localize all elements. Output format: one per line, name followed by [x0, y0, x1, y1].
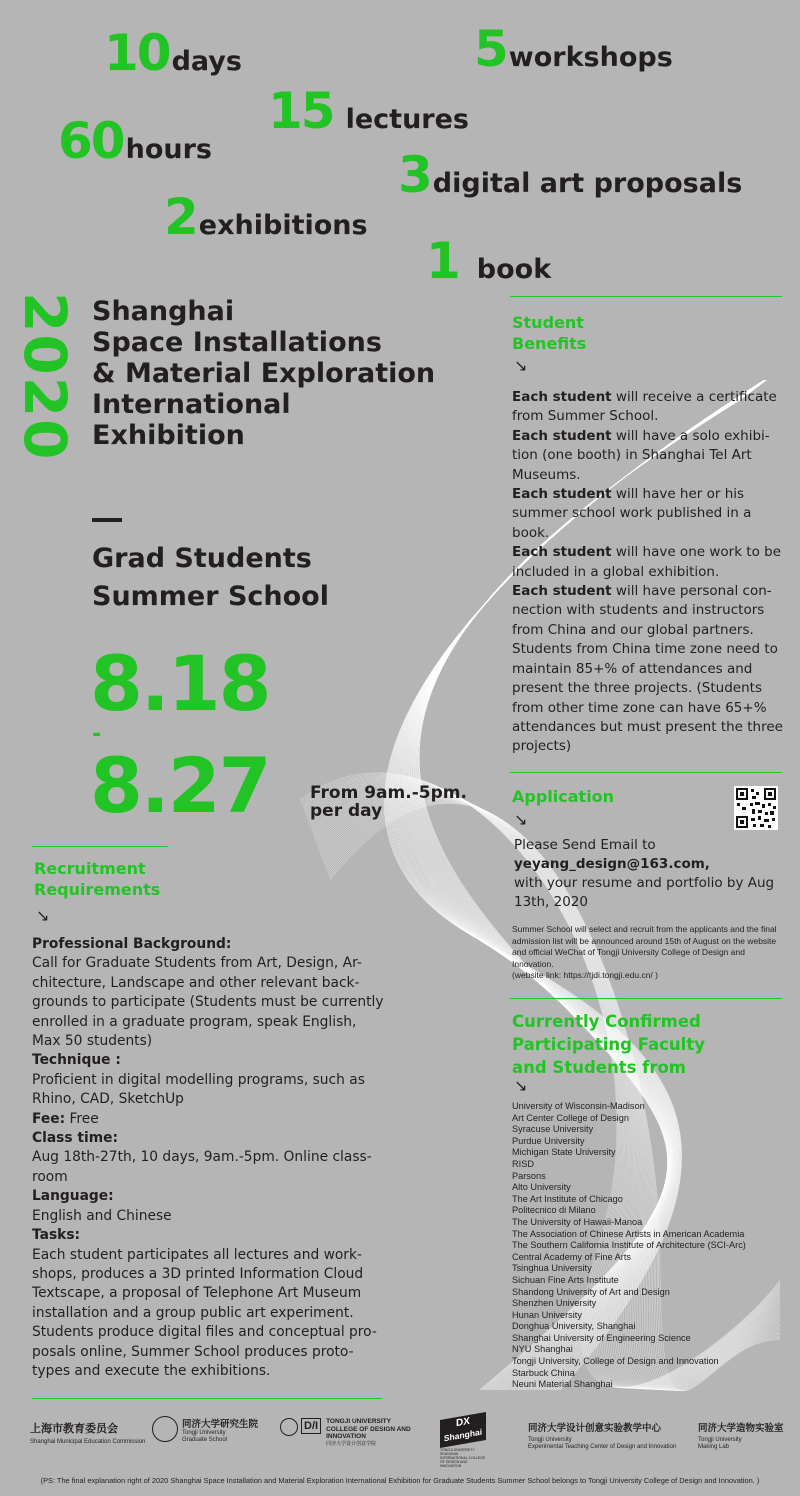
benefit-text: will receive a certificate from Summer School. [512, 389, 777, 425]
recruit-label: Fee: [32, 1110, 66, 1127]
stat-exhibitions [164, 188, 368, 246]
arrow-icon [514, 356, 527, 375]
faculty-list-item: Syracuse University [512, 1124, 594, 1135]
recruit-label: Technique : [32, 1052, 121, 1069]
stat-number: 5 [474, 20, 507, 78]
stat-hours [58, 112, 212, 170]
divider [510, 772, 782, 773]
arrow-glyph: ↘ [514, 1076, 528, 1095]
benefit-text: will have her or his summer school work published in a book. [512, 486, 752, 541]
faculty-list-item: Sichuan Fine Arts Institute [512, 1274, 619, 1285]
benefit-item [512, 582, 787, 640]
recruit-label: Class time: [32, 1130, 118, 1147]
faculty-list-item: Shenzhen University [512, 1298, 597, 1309]
title-line: Space Installations [92, 327, 382, 358]
logo-en: TONGJI UNIVERSITY [326, 1418, 391, 1425]
faculty-list-item: RISD [512, 1158, 534, 1169]
event-subtitle [92, 540, 472, 616]
benefit-text: will have one work to be included in a global exhibition. [512, 544, 782, 580]
qr-code-graphic [734, 786, 778, 830]
dx-mark: DX [456, 1415, 470, 1430]
stat-word: hours [125, 134, 212, 165]
recruitment-title-line: Recruitment [34, 859, 146, 878]
logo-en: Tongji University [528, 1437, 572, 1443]
faculty-title-line: and Students from [512, 1058, 686, 1077]
recruit-text: Proficient in digital modelling programs, such as Rhino, CAD, SketchUp [32, 1071, 365, 1108]
application-line: with your resume and portfolio by Aug 13th, 2020 [514, 875, 775, 910]
title-line: Shanghai [92, 296, 235, 327]
divider [510, 998, 782, 999]
benefits-title-line: Student [512, 313, 584, 332]
stat-word: digital art proposals [432, 168, 743, 199]
teaching-center-logo [528, 1420, 676, 1451]
faculty-list-item: Purdue University [512, 1135, 585, 1146]
arrow-icon [36, 906, 49, 925]
benefit-lead: Each student [512, 544, 612, 561]
benefit-text: will have personal con-nection with students and instructors from China and our global partners. [512, 583, 772, 638]
application-small: Summer School will select and recruit from the applicants and the final admission list will be announced around 15th of August on the website and official WeChat of Tongji University College of Design and Innovation. [512, 924, 777, 969]
divider [32, 1398, 382, 1399]
footnote: (PS: The final explanation right of 2020 Shanghai Space Installation and Material Exploration International Exhibition for Graduate Students Summer School belongs to Tongji University College of Design and Innovation. ) [40, 1476, 760, 1485]
faculty-list-item: NYU Shanghai [512, 1344, 573, 1355]
title-line: Exhibition [92, 420, 245, 451]
faculty-list-item: Donghua University, Shanghai [512, 1321, 636, 1332]
recruit-label: Professional Background: [32, 936, 232, 952]
stat-number: 60 [58, 112, 124, 170]
edu-commission-logo [30, 1420, 145, 1446]
dx-shanghai-logo [440, 1410, 492, 1470]
stat-lectures [268, 82, 469, 140]
stat-word: days [171, 46, 242, 77]
logo-cn: 同济大学设计创意学院 [326, 1440, 377, 1447]
stat-number: 10 [104, 24, 170, 82]
start-date: 8.18 [90, 639, 270, 728]
stat-word: workshops [508, 42, 673, 73]
benefit-lead: Each student [512, 486, 612, 503]
faculty-list-item: Alto University [512, 1182, 571, 1193]
arrow-glyph: ↘ [514, 356, 528, 375]
year-vertical [11, 292, 79, 482]
faculty-title [512, 1010, 705, 1079]
benefits-list [512, 388, 787, 757]
faculty-list-item: Starbuck China [512, 1367, 575, 1378]
logo-en: Tongji University [698, 1437, 742, 1443]
stat-number: 1 [426, 232, 459, 290]
tongji-seal-icon [280, 1418, 298, 1436]
faculty-list [512, 1101, 792, 1391]
hours-line: per day [310, 801, 383, 821]
arrow-glyph: ↘ [514, 810, 528, 829]
faculty-list-item: Art Center College of Design [512, 1112, 629, 1123]
benefit-lead: Each student [512, 389, 612, 405]
title-line: International [92, 389, 291, 420]
logo-en: Experimental Teaching Center of Design and Innovation [528, 1444, 677, 1450]
year-text: 2020 [11, 292, 79, 462]
benefit-note: Students from China time zone need to maintain 85+% of attendances and present the three projects. (Students from other time zone can have 65+% attendances but must present the three projects) [512, 641, 783, 755]
faculty-list-item: The Art Institute of Chicago [512, 1193, 623, 1204]
logo-en: INNOVATION [326, 1433, 366, 1440]
faculty-list-item: Michigan State University [512, 1147, 616, 1158]
faculty-title-line: Currently Confirmed [512, 1012, 701, 1031]
arrow-icon [514, 1076, 527, 1095]
faculty-list-item: Tsinghua University [512, 1263, 592, 1274]
logo-cn: 上海市教育委员会 [30, 1423, 118, 1435]
stat-word: book [476, 254, 552, 285]
benefit-item [512, 543, 787, 582]
logo-cn: 同济大学研究生院 [182, 1419, 259, 1430]
qr-code-icon[interactable] [734, 786, 778, 830]
subtitle-line: Summer School [92, 581, 329, 612]
application-email-link[interactable]: yeyang_design@163.com, [514, 856, 710, 872]
logo-cn: 同济大学设计创意实验教学中心 [528, 1423, 662, 1434]
benefit-text: will have a solo exhibi-tion (one booth) in Shanghai Tel Art Museums. [512, 427, 770, 483]
divider [510, 296, 782, 297]
stat-workshops [474, 20, 673, 78]
graduate-school-logo [152, 1416, 258, 1444]
logo-en: TONGJI UNIVERSITY SHANGHAI INTERNATIONAL COLLEGE OF DESIGN AND INNOVATION [440, 1448, 486, 1468]
faculty-list-item: The Association of Chinese Artists in American Academia [512, 1228, 745, 1239]
recruit-label: Language: [32, 1188, 114, 1205]
daily-hours [310, 784, 467, 820]
benefit-item [512, 427, 787, 485]
application-note [512, 924, 788, 982]
benefits-title [512, 312, 586, 354]
website-link[interactable]: (website link: https://tjdi.tongji.edu.cn/ ) [512, 970, 658, 980]
divider [32, 846, 168, 847]
recruitment-body [32, 935, 388, 1381]
tjdi-mark: D/I [301, 1418, 321, 1434]
tongji-seal-icon [152, 1416, 178, 1442]
tjdi-logo [280, 1418, 411, 1448]
faculty-list-item: Neuni Material Shanghai [512, 1379, 613, 1390]
application-title: Application [512, 787, 615, 806]
benefit-item [512, 388, 787, 427]
faculty-list-item: Central Academy of Fine Arts [512, 1251, 631, 1262]
recruitment-title-line: Requirements [34, 880, 161, 899]
logo-en: Tongji University [182, 1430, 226, 1436]
faculty-list-item: Politecnico di Milano [512, 1205, 596, 1216]
recruit-label: Tasks: [32, 1227, 81, 1244]
recruit-text: Each student participates all lectures and work-shops, produces a 3D printed Information Cloud Textscape, a proposal of Telephone Art Museum installation and a group public art experiment. Students produce digital files and conceptual pro-posals online, Summer School produces proto-types and execute the exhibitions. [32, 1246, 377, 1379]
faculty-list-item: The Southern California Institute of Architecture (SCI-Arc) [512, 1240, 746, 1251]
faculty-title-line: Participating Faculty [512, 1035, 705, 1054]
stat-word: lectures [345, 104, 469, 135]
faculty-list-item: The University of Hawaii-Manoa [512, 1216, 643, 1227]
faculty-list-item: Tongji University, College of Design and Innovation [512, 1356, 719, 1367]
recruit-text: Aug 18th-27th, 10 days, 9am.-5pm. Online class-room [32, 1149, 372, 1185]
benefit-lead: Each student [512, 583, 612, 600]
logo-cn: 同济大学造物实验室 [698, 1423, 784, 1434]
arrow-glyph: ↘ [36, 906, 50, 925]
stat-proposals [398, 146, 743, 204]
recruitment-title [34, 858, 160, 900]
stat-number: 3 [398, 146, 431, 204]
making-lab-logo [698, 1420, 784, 1451]
recruit-text: English and Chinese [32, 1207, 172, 1224]
arrow-icon [514, 810, 527, 829]
faculty-list-item: Shandong University of Art and Design [512, 1286, 670, 1297]
application-info [514, 836, 789, 912]
logo-en: Graduate School [182, 1437, 228, 1443]
hours-line: From 9am.-5pm. [310, 783, 467, 803]
stat-number: 15 [268, 82, 334, 140]
stat-days [104, 24, 242, 82]
date-separator: - [92, 722, 102, 747]
stat-number: 2 [164, 188, 197, 246]
faculty-list-item: Hunan University [512, 1309, 582, 1320]
faculty-list-item: Shanghai University of Engineering Science [512, 1332, 691, 1343]
recruit-text: Free [65, 1110, 99, 1127]
logo-en: Shanghai Municipal Education Commission [30, 1439, 146, 1445]
dx-word: Shanghai [443, 1426, 483, 1444]
application-line: Please Send Email to [514, 837, 656, 853]
benefit-lead: Each student [512, 427, 612, 444]
stat-word: exhibitions [198, 210, 368, 241]
logo-en: Making Lab [698, 1444, 730, 1450]
faculty-list-item: University of Wisconsin-Madison [512, 1101, 645, 1111]
title-dash [92, 518, 122, 522]
stat-book [426, 232, 552, 290]
faculty-list-item: Parsons [512, 1170, 546, 1181]
end-date: 8.27 [90, 741, 270, 830]
logo-en: COLLEGE OF DESIGN AND [326, 1425, 411, 1433]
recruit-fee [32, 1110, 388, 1129]
benefit-item [512, 485, 787, 543]
title-line: & Material Exploration [92, 358, 436, 389]
event-title [92, 296, 512, 451]
recruit-text: Call for Graduate Students from Art, Design, Ar-chitecture, Landscape and other relevant back-grounds to participate (Students must be currently enrolled in a graduate program, speak English, Max 50 students) [32, 955, 384, 1050]
subtitle-line: Grad Students [92, 543, 312, 574]
benefits-title-line: Benefits [512, 334, 587, 353]
